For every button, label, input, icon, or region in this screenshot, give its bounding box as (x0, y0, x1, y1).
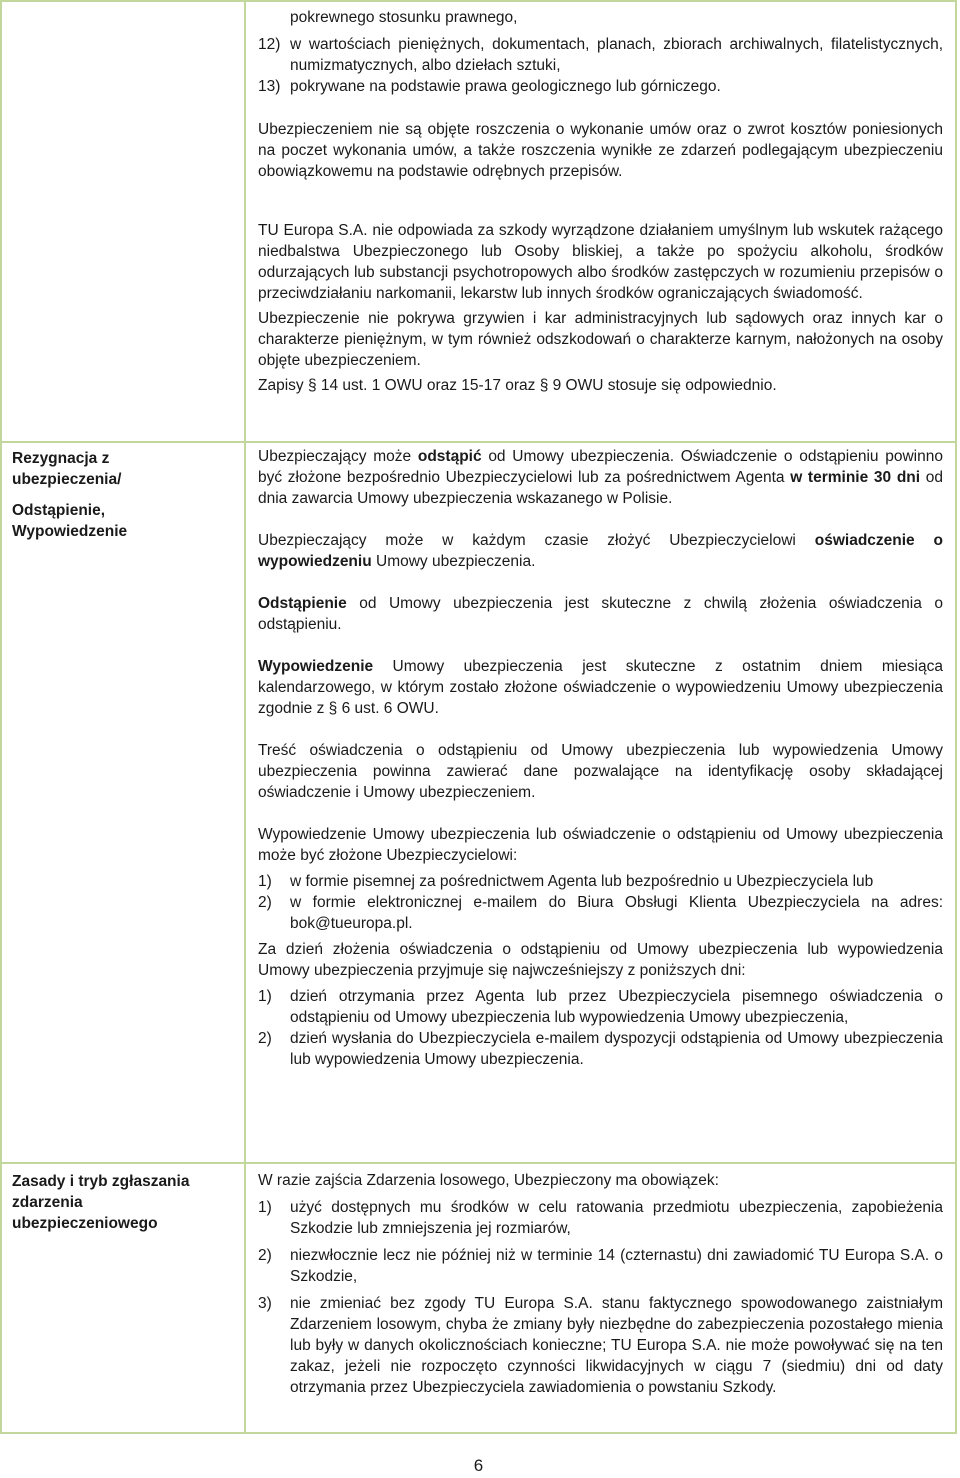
withdrawal-paragraph: Treść oświadczenia o odstąpieniu od Umowy ubezpieczenia lub wypowiedzenia Umowy ubezpieczenia powinna zawierać dane pozwalające na identyfikację osoby składającej oświadczenie i Umowy ubezpieczeniem. (258, 742, 943, 801)
exclusions-paragraph: Ubezpieczeniem nie są objęte roszczenia o wykonanie umów oraz o zwrot kosztów poniesionych na poczet wykonania umów, a także roszczenia wynikłe ze zdarzeń podlegającym ubezpieczeniu obowiązkowemu na podstawie odrębnych przepisów. (258, 121, 943, 180)
list-item: 2) w formie elektronicznej e-mailem do Biura Obsługi Klienta Ubezpieczyciela na adres: bok@tueuropa.pl. (258, 894, 943, 932)
effective-date-list (258, 986, 943, 1070)
withdrawal-label-cell (1, 442, 245, 1163)
exclusions-row (1, 1, 956, 442)
list-item: 12) w wartościach pieniężnych, dokumentach, planach, zbiorach archiwalnych, filatelistycznych, numizmatycznych, albo dziełach sztuki, (258, 36, 943, 74)
exclusions-list (258, 7, 943, 97)
withdrawal-heading: Rezygnacja z ubezpieczenia/ (12, 450, 122, 488)
list-item: pokrewnego stosunku prawnego, (290, 9, 518, 26)
list-item: 3) nie zmieniać bez zgody TU Europa S.A. stanu faktycznego spowodowanego zaistniałym Zdarzeniem losowym, chyba że zmiany były niezbędne do zabezpieczenia pozostałego mienia lub były w danych okolicznościach konieczne; TU Europa S.A. nie może powoływać się na ten zakaz, jeżeli nie rozpoczęto czynności likwidacyjnych w ciągu 7 (siedmiu) dni od daty otrzymania przez Ubezpieczyciela zawiadomienia o powstaniu Szkody. (258, 1295, 943, 1396)
exclusions-content-cell (245, 1, 956, 442)
withdrawal-heading: Odstąpienie, Wypowiedzenie (12, 502, 128, 540)
exclusions-paragraph: Zapisy § 14 ust. 1 OWU oraz 15-17 oraz § 9 OWU stosuje się odpowiednio. (258, 377, 777, 394)
claims-label-cell (1, 1163, 245, 1433)
claims-heading: Zasady i tryb zgłaszania zdarzenia ubezpieczeniowego (12, 1173, 190, 1232)
withdrawal-content-cell (245, 442, 956, 1163)
withdrawal-paragraph: Za dzień złożenia oświadczenia o odstąpieniu od Umowy ubezpieczenia lub wypowiedzenia Umowy ubezpieczenia przyjmuje się najwcześniejszy z poniższych dni: (258, 941, 943, 979)
withdrawal-paragraph: Ubezpieczający może w każdym czasie złożyć Ubezpieczycielowi oświadczenie o wypowiedzeniu Umowy ubezpieczenia. (258, 532, 944, 570)
claims-content-cell (245, 1163, 956, 1433)
withdrawal-paragraph: Wypowiedzenie Umowy ubezpieczenia jest skuteczne z ostatnim dniem miesiąca kalendarzowego, w którym zostało złożone oświadczenie o wypowiedzeniu Umowy ubezpieczenia zgodnie z § 6 ust. 6 OWU. (258, 658, 943, 717)
submission-methods-list (258, 871, 943, 934)
withdrawal-paragraph: Ubezpieczający może odstąpić od Umowy ubezpieczenia. Oświadczenie o odstąpieniu powinno być złożone bezpośrednio Ubezpieczycielowi lub za pośrednictwem Agenta w terminie 30 dni od dnia zawarcia Umowy ubezpieczenia wskazanego w Polisie. (258, 448, 943, 507)
list-item: 1) dzień otrzymania przez Agenta lub przez Ubezpieczyciela pisemnego oświadczenia o odstąpieniu od Umowy ubezpieczenia lub wypowiedzenia Umowy ubezpieczenia, (258, 988, 943, 1026)
exclusions-label-cell (1, 1, 245, 442)
list-item: 13) pokrywane na podstawie prawa geologicznego lub górniczego. (258, 78, 721, 95)
list-item: 1) w formie pisemnej za pośrednictwem Agenta lub bezpośrednio u Ubezpieczyciela lub (258, 873, 874, 890)
list-item: 2) niezwłocznie lecz nie później niż w terminie 14 (czternastu) dni zawiadomić TU Europa S.A. o Szkodzie, (258, 1247, 943, 1285)
withdrawal-row (1, 442, 956, 1163)
list-item: 1) użyć dostępnych mu środków w celu ratowania przedmiotu ubezpieczenia, zapobieżenia Szkodzie lub zmniejszenia jej rozmiarów, (258, 1199, 943, 1237)
exclusions-paragraph: Ubezpieczenie nie pokrywa grzywien i kar administracyjnych lub sądowych oraz innych kar o charakterze pieniężnym, w tym również odszkodowań o charakterze karnym, nałożonych na osoby objęte ubezpieczeniem. (258, 310, 943, 369)
claims-obligations-list (258, 1197, 943, 1398)
exclusions-paragraph: TU Europa S.A. nie odpowiada za szkody wyrządzone działaniem umyślnym lub wskutek rażącego niedbalstwa Ubezpieczonego lub Osoby bliskiej, a także po spożyciu alkoholu, środków odurzających lub substancji psychotropowych albo środków zastępczych w rozumieniu przepisów o przeciwdziałaniu narkomanii, lekarstw lub innych środków ograniczających świadomość. (258, 222, 943, 302)
list-item: 2) dzień wysłania do Ubezpieczyciela e-mailem dyspozycji odstąpienia od Umowy ubezpieczenia lub wypowiedzenia Umowy ubezpieczenia. (258, 1030, 943, 1068)
withdrawal-paragraph: Wypowiedzenie Umowy ubezpieczenia lub oświadczenie o odstąpieniu od Umowy ubezpieczenia może być złożone Ubezpieczycielowi: (258, 826, 943, 864)
claims-row (1, 1163, 956, 1433)
page-number: 6 (473, 1456, 484, 1475)
withdrawal-paragraph: Odstąpienie od Umowy ubezpieczenia jest skuteczne z chwilą złożenia oświadczenia o odstąpieniu. (258, 595, 943, 633)
claims-intro: W razie zajścia Zdarzenia losowego, Ubezpieczony ma obowiązek: (258, 1172, 719, 1189)
